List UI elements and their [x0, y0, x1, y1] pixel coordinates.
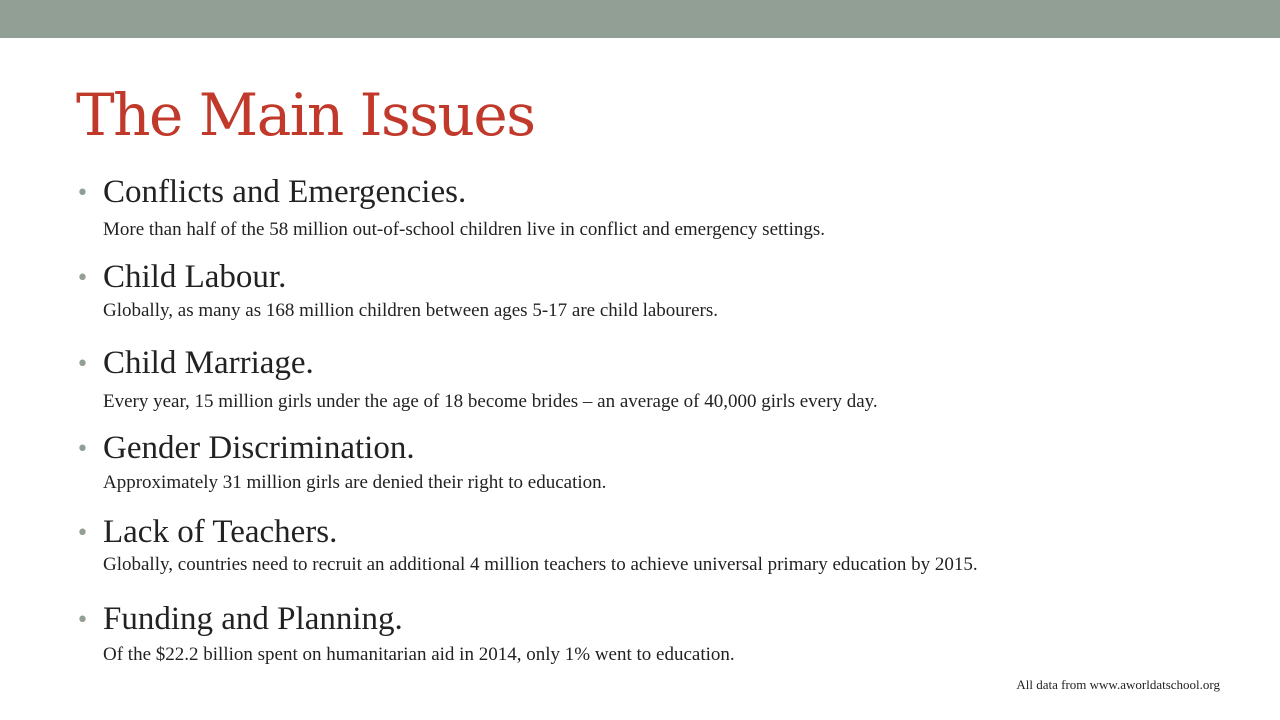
issue-heading: Conflicts and Emergencies.: [103, 174, 467, 210]
bullet-icon: •: [76, 437, 89, 462]
issue-description: Every year, 15 million girls under the age of 18 become brides – an average of 40,000 girls every day.: [103, 391, 878, 412]
issue-description: Globally, countries need to recruit an additional 4 million teachers to achieve universal primary education by 2015.: [103, 554, 978, 575]
issue-heading: Child Labour.: [103, 259, 287, 295]
bullet-icon: •: [76, 266, 89, 291]
issue-description: More than half of the 58 million out-of-school children live in conflict and emergency settings.: [103, 219, 825, 240]
issue-description: Of the $22.2 billion spent on humanitarian aid in 2014, only 1% went to education.: [103, 644, 735, 665]
issue-heading: Lack of Teachers.: [103, 514, 338, 550]
source-footnote: All data from www.aworldatschool.org: [1016, 677, 1220, 692]
bullet-icon: •: [76, 352, 89, 377]
issue-heading: Child Marriage.: [103, 345, 314, 381]
issue-heading: Funding and Planning.: [103, 601, 403, 637]
header-bar: [0, 0, 1280, 38]
issue-description: Globally, as many as 168 million children between ages 5-17 are child labourers.: [103, 300, 719, 321]
bullet-icon: •: [76, 608, 89, 633]
bullet-icon: •: [76, 521, 89, 546]
slide-title: The Main Issues: [76, 81, 535, 149]
issue-description: Approximately 31 million girls are denied their right to education.: [103, 472, 607, 493]
bullet-icon: •: [76, 181, 89, 206]
issue-heading: Gender Discrimination.: [103, 430, 415, 466]
